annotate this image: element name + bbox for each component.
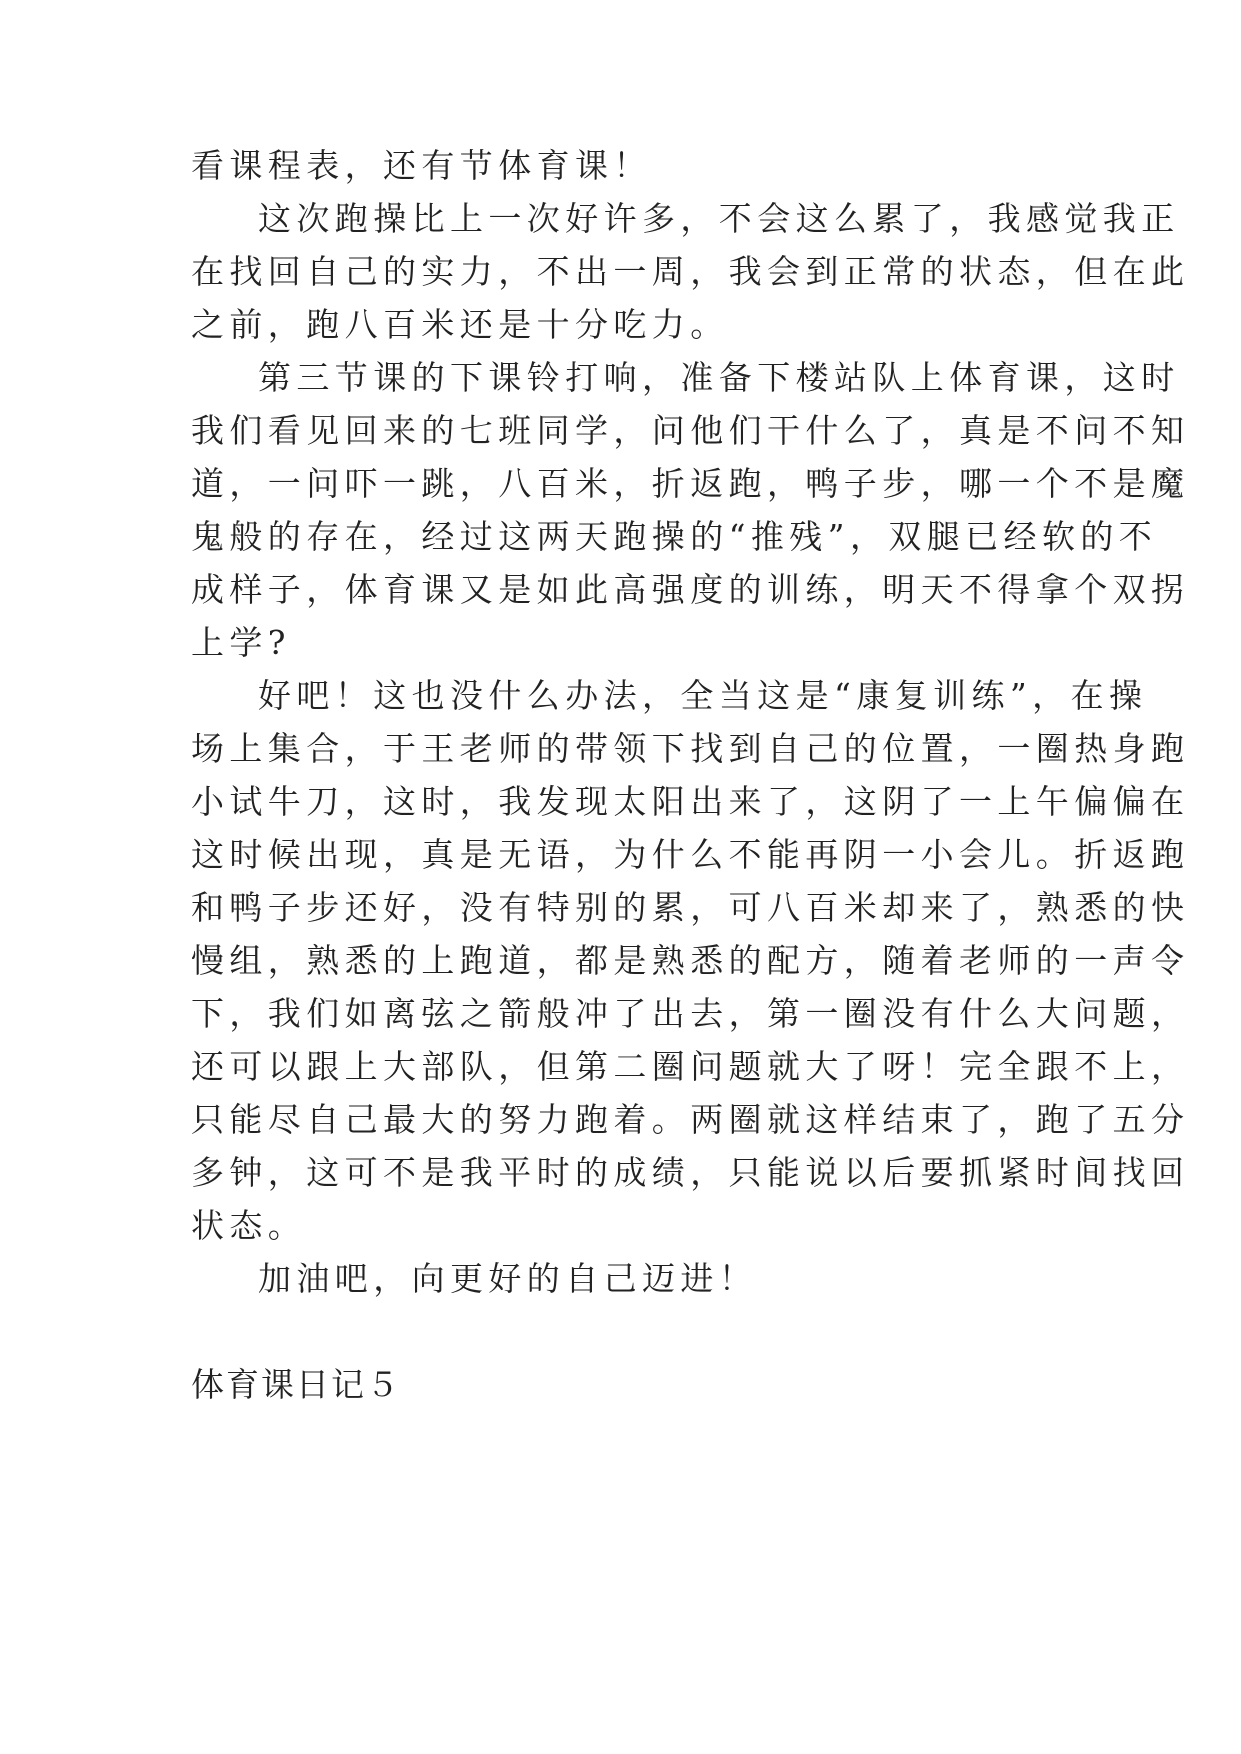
paragraph-2-line-3: 之前，跑八百米还是十分吃力。 [191,305,729,344]
section-heading: 体育课日记５ [191,1365,401,1404]
paragraph-3-line-1: 第三节课的下课铃打响，准备下楼站队上体育课，这时 [258,358,1180,397]
paragraph-3-line-3: 道，一问吓一跳，八百米，折返跑，鸭子步，哪一个不是魔 [191,464,1190,503]
paragraph-4-line-10: 多钟，这可不是我平时的成绩，只能说以后要抓紧时间找回 [191,1153,1190,1192]
paragraph-4-line-11: 状态。 [191,1206,307,1245]
paragraph-1-line-1: 看课程表，还有节体育课！ [191,146,652,185]
paragraph-4-line-5: 和鸭子步还好，没有特别的累，可八百米却来了，熟悉的快 [191,888,1190,927]
paragraph-5-line-1: 加油吧，向更好的自己迈进！ [258,1259,758,1298]
paragraph-3-line-4: 鬼般的存在，经过这两天跑操的“推残”，双腿已经软的不 [191,517,1158,556]
paragraph-2-line-2: 在找回自己的实力，不出一周，我会到正常的状态，但在此 [191,252,1190,291]
paragraph-4-line-3: 小试牛刀，这时，我发现太阳出来了，这阴了一上午偏偏在 [191,782,1190,821]
paragraph-3-line-5: 成样子，体育课又是如此高强度的训练，明天不得拿个双拐 [191,570,1190,609]
paragraph-4-line-8: 还可以跟上大部队，但第二圈问题就大了呀！完全跟不上， [191,1047,1190,1086]
paragraph-3-line-6: 上学? [191,623,291,662]
paragraph-4-line-6: 慢组，熟悉的上跑道，都是熟悉的配方，随着老师的一声令 [191,941,1190,980]
paragraph-4-line-1: 好吧！这也没什么办法，全当这是“康复训练”，在操 [258,676,1148,715]
paragraph-2-line-1: 这次跑操比上一次好许多，不会这么累了，我感觉我正 [258,199,1180,238]
paragraph-4-line-9: 只能尽自己最大的努力跑着。两圈就这样结束了，跑了五分 [191,1100,1190,1139]
paragraph-4-line-7: 下，我们如离弦之箭般冲了出去，第一圈没有什么大问题， [191,994,1190,1033]
paragraph-3-line-2: 我们看见回来的七班同学，问他们干什么了，真是不问不知 [191,411,1190,450]
paragraph-4-line-4: 这时候出现，真是无语，为什么不能再阴一小会儿。折返跑 [191,835,1190,874]
paragraph-4-line-2: 场上集合，于王老师的带领下找到自己的位置，一圈热身跑 [191,729,1190,768]
